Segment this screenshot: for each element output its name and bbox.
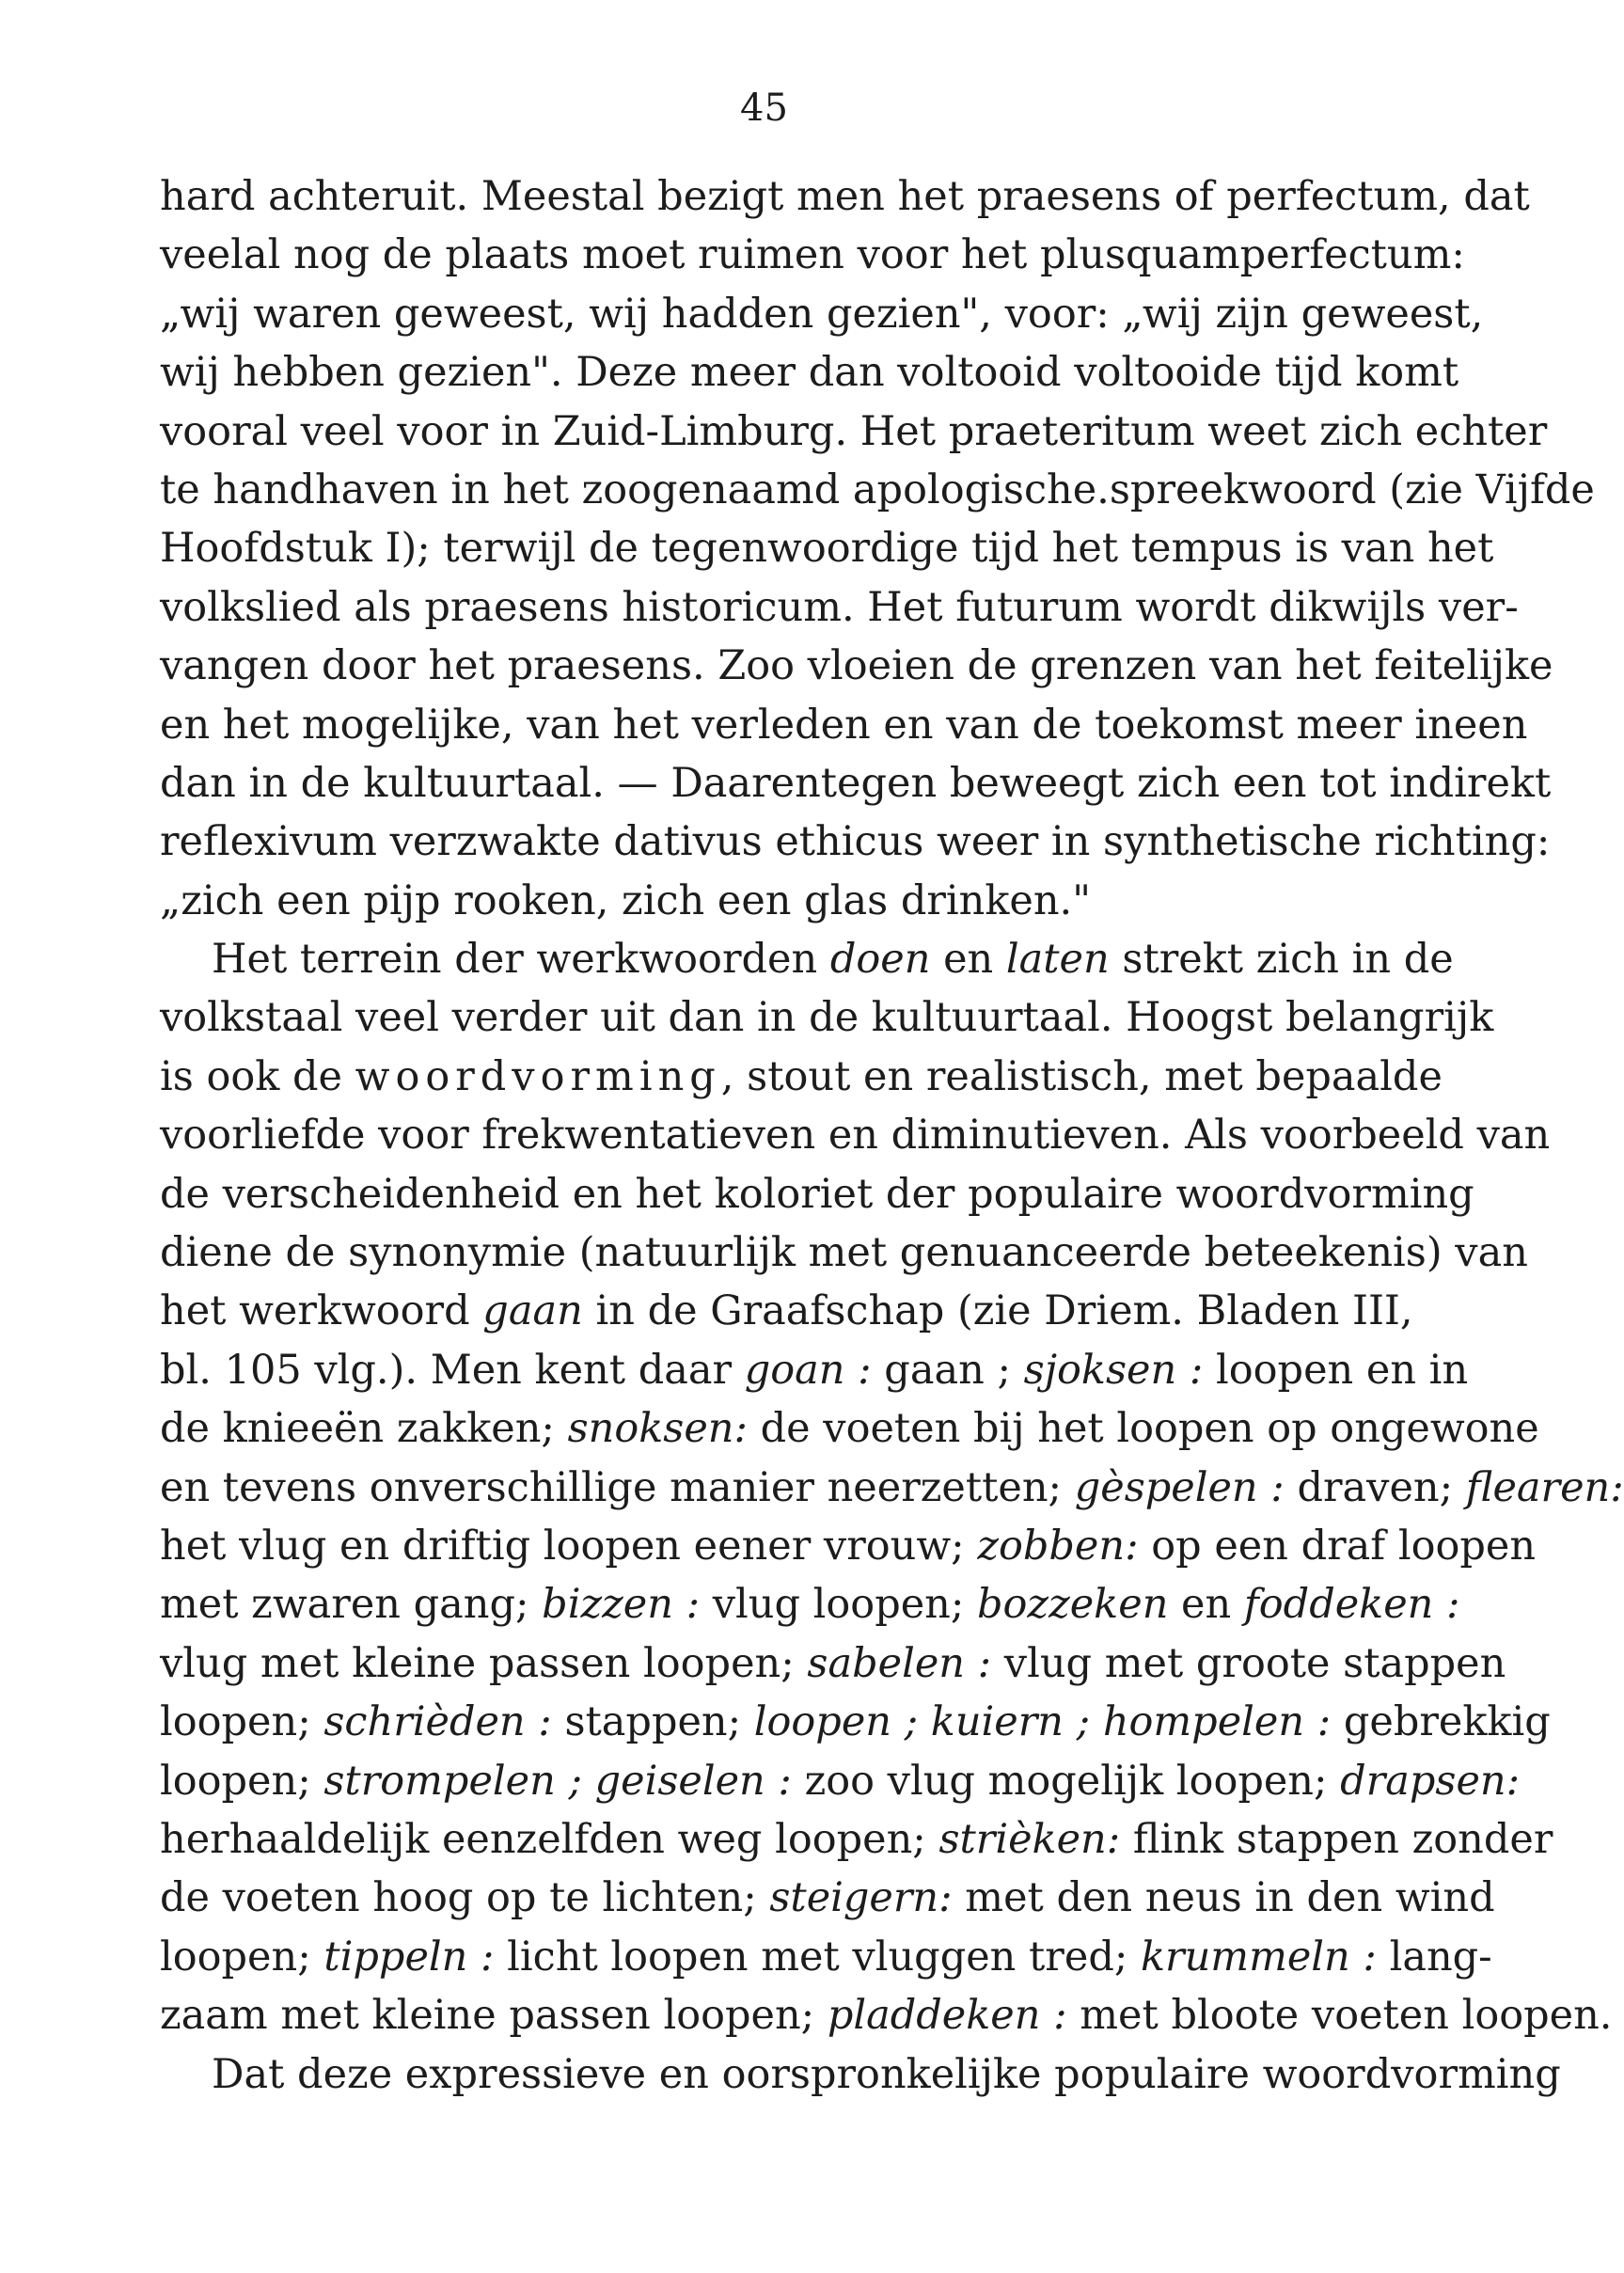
text-run: flink stappen zonder <box>1120 1815 1553 1863</box>
text-line <box>160 1048 1443 1106</box>
italic-term: zobben: <box>977 1522 1139 1570</box>
italic-term: goan : <box>744 1346 872 1394</box>
spaced-term: woordvorming <box>355 1052 721 1100</box>
text-line <box>160 2045 1561 2104</box>
text-run: de knieeën zakken; <box>160 1405 568 1453</box>
text-line <box>160 754 1552 813</box>
text-run: en het mogelijke, van het verleden en van de toekomst meer ineen <box>160 701 1528 749</box>
text-run: volkslied als praesens historicum. Het futurum wordt dikwijls ver- <box>160 583 1519 631</box>
italic-term: schrièden : <box>323 1698 552 1746</box>
paragraph <box>160 2045 1561 2104</box>
text-run: vangen door het praesens. Zoo vloeien de grenzen van het feitelijke <box>160 642 1553 690</box>
text-run: dan in de kultuurtaal. — Daarentegen beweegt zich een tot indirekt <box>160 759 1552 807</box>
italic-term: drapsen: <box>1340 1757 1521 1805</box>
text-line <box>160 1223 1528 1282</box>
italic-term: laten <box>1005 936 1110 984</box>
text-run: met zwaren gang; <box>160 1581 543 1629</box>
text-line <box>160 637 1553 695</box>
text-run: Dat deze expressieve en oorspronkelijke populaire woordvorming <box>212 2050 1561 2098</box>
text-run: in de Graafschap (zie Driem. Bladen III, <box>582 1287 1413 1335</box>
text-run: , stout en realistisch, met bepaalde <box>720 1052 1443 1100</box>
text-run: vlug met kleine passen loopen; <box>160 1639 808 1687</box>
text-run: en <box>930 936 1006 984</box>
text-line <box>160 461 1595 519</box>
text-line <box>160 1282 1413 1340</box>
italic-term: snoksen: <box>567 1405 748 1453</box>
text-line <box>160 403 1548 461</box>
text-run: veelal nog de plaats moet ruimen voor het plusquamperfectum: <box>160 231 1465 279</box>
italic-term: gèspelen : <box>1074 1463 1285 1511</box>
text-run: vlug loopen; <box>700 1581 978 1629</box>
text-run: vooral veel voor in Zuid-Limburg. Het praeteritum weet zich echter <box>160 407 1548 455</box>
text-run: herhaaldelijk eenzelfden weg loopen; <box>160 1815 939 1863</box>
text-line <box>160 930 1454 988</box>
text-line <box>160 1693 1551 1751</box>
italic-term: pladdeken : <box>827 1992 1067 2040</box>
text-run: wij hebben gezien". Deze meer dan voltooid voltooide tijd komt <box>160 349 1459 397</box>
text-run: zoo vlug mogelijk loopen; <box>791 1757 1341 1805</box>
text-run: gebrekkig <box>1331 1698 1551 1746</box>
text-line <box>160 519 1494 577</box>
text-line <box>160 1106 1551 1164</box>
text-run: Het terrein der werkwoorden <box>212 936 830 984</box>
text-line <box>160 813 1551 871</box>
paragraph <box>160 930 1624 2044</box>
text-run: strekt zich in de <box>1109 936 1454 984</box>
text-line <box>160 1986 1613 2044</box>
text-run: met bloote voeten loopen. <box>1066 1992 1613 2040</box>
text-line <box>160 1575 1460 1634</box>
text-run: loopen; <box>160 1757 324 1805</box>
text-line <box>160 578 1519 637</box>
text-line <box>160 285 1484 343</box>
text-run: bl. 105 vlg.). Men kent daar <box>160 1346 745 1394</box>
text-run: vlug met groote stappen <box>991 1639 1506 1687</box>
text-line <box>160 988 1494 1047</box>
text-line <box>160 1517 1537 1575</box>
italic-term: krummeln : <box>1141 1933 1377 1981</box>
page-number: 45 <box>740 87 788 130</box>
text-run: voorliefde voor frekwentatieven en diminutieven. Als voorbeeld van <box>160 1112 1551 1160</box>
text-run: loopen; <box>160 1698 324 1746</box>
italic-term: flearen: <box>1465 1463 1624 1511</box>
text-run: het vlug en driftig loopen eener vrouw; <box>160 1522 978 1570</box>
italic-term: sjoksen : <box>1023 1346 1204 1394</box>
text-run: loopen en in <box>1203 1346 1469 1394</box>
italic-term: strièken: <box>938 1815 1121 1863</box>
text-line <box>160 226 1465 284</box>
paragraph <box>160 167 1595 930</box>
body-text <box>160 167 1624 2104</box>
text-run: en tevens onverschillige manier neerzetten; <box>160 1463 1075 1511</box>
text-run: diene de synonymie (natuurlijk met genuanceerde beteekenis) van <box>160 1229 1528 1277</box>
text-run: op een draf loopen <box>1138 1522 1537 1570</box>
italic-term: bozzeken <box>977 1581 1169 1629</box>
text-line <box>160 1869 1495 1927</box>
text-run: de voeten bij het loopen op ongewone <box>747 1405 1539 1453</box>
text-run: „zich een pijp rooken, zich een glas drinken." <box>160 876 1091 924</box>
text-line <box>160 343 1459 402</box>
text-line <box>160 1459 1624 1517</box>
text-run: licht loopen met vluggen tred; <box>494 1933 1141 1981</box>
text-run: reflexivum verzwakte dativus ethicus weer in synthetische richting: <box>160 818 1551 866</box>
italic-term: loopen ; kuiern ; hompelen : <box>753 1698 1332 1746</box>
text-run: met den neus in den wind <box>952 1874 1495 1922</box>
text-run: hard achteruit. Meestal bezigt men het praesens of perfectum, dat <box>160 173 1530 220</box>
italic-term: foddeken : <box>1243 1581 1460 1629</box>
text-run: is ook de <box>160 1052 355 1100</box>
text-run: gaan ; <box>871 1346 1024 1394</box>
text-run: „wij waren geweest, wij hadden gezien", voor: „wij zijn geweest, <box>160 290 1484 338</box>
text-run: zaam met kleine passen loopen; <box>160 1992 828 2040</box>
text-line <box>160 1928 1492 1986</box>
italic-term: sabelen : <box>807 1639 992 1687</box>
text-line <box>160 872 1378 930</box>
text-run: stappen; <box>551 1698 754 1746</box>
text-line <box>160 696 1528 754</box>
text-run: volkstaal veel verder uit dan in de kultuurtaal. Hoogst belangrijk <box>160 994 1494 1042</box>
text-line <box>160 1634 1506 1693</box>
italic-term: strompelen ; geiselen : <box>323 1757 792 1805</box>
text-run: de verscheidenheid en het koloriet der populaire woordvorming <box>160 1170 1474 1218</box>
text-line <box>160 1810 1553 1869</box>
text-run: het werkwoord <box>160 1287 483 1335</box>
italic-term: tippeln : <box>323 1933 495 1981</box>
text-run: Hoofdstuk I); terwijl de tegenwoordige tijd het tempus is van het <box>160 525 1494 573</box>
italic-term: gaan <box>482 1287 583 1335</box>
text-run: loopen; <box>160 1933 324 1981</box>
italic-term: steigern: <box>769 1874 953 1922</box>
text-line <box>160 1165 1474 1223</box>
text-run: de voeten hoog op te lichten; <box>160 1874 770 1922</box>
text-line <box>160 1399 1539 1458</box>
text-run: lang- <box>1376 1933 1492 1981</box>
text-run: draven; <box>1284 1463 1466 1511</box>
text-run: en <box>1168 1581 1244 1629</box>
text-run: te handhaven in het zoogenaamd apologische.spreekwoord (zie Vijfde <box>160 466 1595 513</box>
text-line <box>160 167 1530 226</box>
text-line <box>160 1752 1521 1810</box>
text-line <box>160 1341 1469 1399</box>
italic-term: doen <box>829 936 931 984</box>
italic-term: bizzen : <box>542 1581 701 1629</box>
